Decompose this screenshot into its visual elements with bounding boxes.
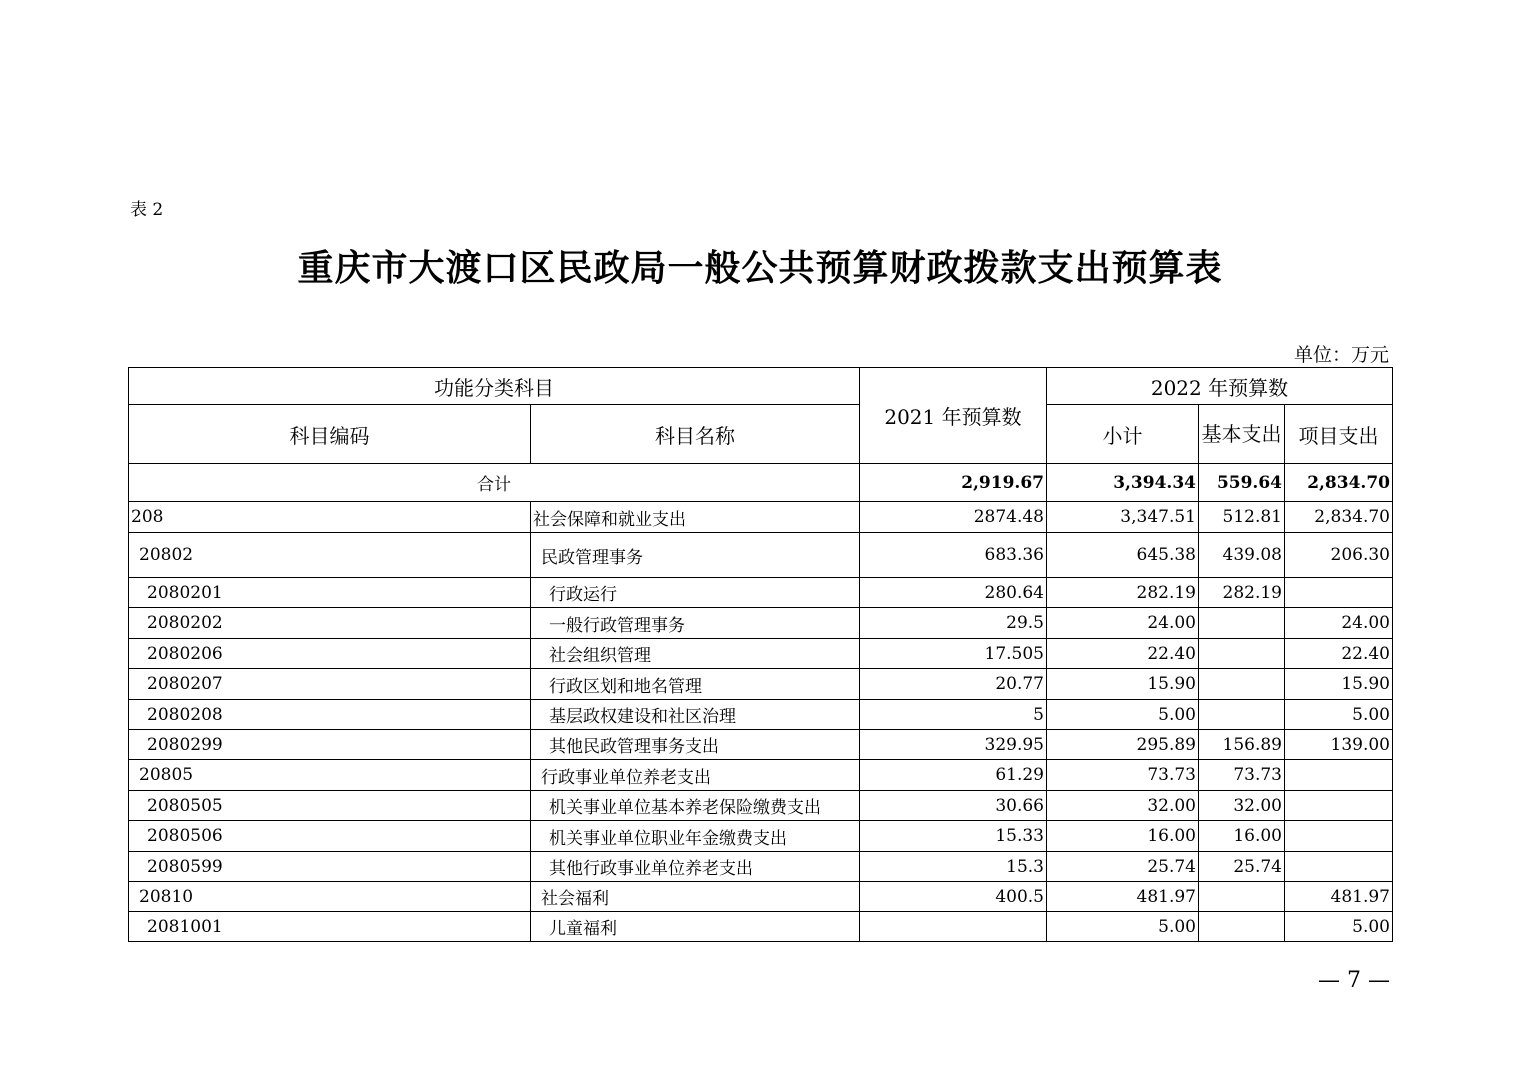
budget-2021-cell: 30.66 xyxy=(860,791,1047,821)
basic-expenditure-cell: 439.08 xyxy=(1199,533,1285,578)
subject-code-cell: 2080505 xyxy=(129,791,531,821)
subject-name-cell: 儿童福利 xyxy=(531,912,860,942)
subtotal-cell: 295.89 xyxy=(1047,730,1199,760)
subject-name-cell: 行政事业单位养老支出 xyxy=(531,760,860,791)
basic-expenditure-cell xyxy=(1199,882,1285,912)
subject-code-cell: 2080207 xyxy=(129,669,531,700)
table-row xyxy=(129,852,1393,882)
subject-code-cell: 2080201 xyxy=(129,578,531,608)
subtotal-cell: 645.38 xyxy=(1047,533,1199,578)
table-row xyxy=(129,912,1393,942)
subject-code-cell: 2080506 xyxy=(129,821,531,852)
subject-code-cell: 20802 xyxy=(129,533,531,578)
budget-2021-cell: 20.77 xyxy=(860,669,1047,700)
header-2022-budget: 2022 年预算数 xyxy=(1047,368,1393,405)
project-expenditure-cell: 139.00 xyxy=(1285,730,1393,760)
subject-code-cell: 2080206 xyxy=(129,639,531,669)
subject-code-cell: 20805 xyxy=(129,760,531,791)
header-row-1 xyxy=(129,368,1393,405)
unit-label: 单位：万元 xyxy=(1293,344,1389,366)
budget-2021-cell: 5 xyxy=(860,700,1047,730)
total-row xyxy=(129,464,1393,502)
table-label: 表 2 xyxy=(130,200,164,220)
project-expenditure-cell: 2,834.70 xyxy=(1285,502,1393,533)
budget-2021-cell: 15.3 xyxy=(860,852,1047,882)
table-row xyxy=(129,639,1393,669)
subtotal-cell: 32.00 xyxy=(1047,791,1199,821)
basic-expenditure-cell: 512.81 xyxy=(1199,502,1285,533)
project-expenditure-cell xyxy=(1285,760,1393,791)
table-row xyxy=(129,533,1393,578)
total-basic: 559.64 xyxy=(1199,464,1285,502)
subtotal-cell: 24.00 xyxy=(1047,608,1199,639)
subtotal-cell: 22.40 xyxy=(1047,639,1199,669)
budget-2021-cell xyxy=(860,912,1047,942)
total-2021: 2,919.67 xyxy=(860,464,1047,502)
subtotal-cell: 3,347.51 xyxy=(1047,502,1199,533)
subject-code-cell: 2080208 xyxy=(129,700,531,730)
project-expenditure-cell xyxy=(1285,852,1393,882)
subject-name-cell: 社会组织管理 xyxy=(531,639,860,669)
basic-expenditure-cell xyxy=(1199,700,1285,730)
project-expenditure-cell: 206.30 xyxy=(1285,533,1393,578)
subtotal-cell: 73.73 xyxy=(1047,760,1199,791)
basic-expenditure-cell xyxy=(1199,669,1285,700)
header-subject-name: 科目名称 xyxy=(531,405,860,464)
budget-2021-cell: 683.36 xyxy=(860,533,1047,578)
project-expenditure-cell: 481.97 xyxy=(1285,882,1393,912)
subject-code-cell: 2081001 xyxy=(129,912,531,942)
project-expenditure-cell xyxy=(1285,578,1393,608)
basic-expenditure-cell: 32.00 xyxy=(1199,791,1285,821)
budget-2021-cell: 15.33 xyxy=(860,821,1047,852)
subject-name-cell: 社会福利 xyxy=(531,882,860,912)
subtotal-cell: 481.97 xyxy=(1047,882,1199,912)
subject-name-cell: 机关事业单位职业年金缴费支出 xyxy=(531,821,860,852)
subject-name-cell: 行政运行 xyxy=(531,578,860,608)
subject-name-cell: 其他行政事业单位养老支出 xyxy=(531,852,860,882)
subject-code-cell: 2080299 xyxy=(129,730,531,760)
project-expenditure-cell: 15.90 xyxy=(1285,669,1393,700)
table-row xyxy=(129,669,1393,700)
table-row xyxy=(129,882,1393,912)
subtotal-cell: 25.74 xyxy=(1047,852,1199,882)
budget-2021-cell: 280.64 xyxy=(860,578,1047,608)
basic-expenditure-cell xyxy=(1199,639,1285,669)
table-row xyxy=(129,760,1393,791)
subject-code-cell: 20810 xyxy=(129,882,531,912)
project-expenditure-cell: 5.00 xyxy=(1285,700,1393,730)
basic-expenditure-cell: 73.73 xyxy=(1199,760,1285,791)
budget-table xyxy=(128,367,1393,942)
subject-code-cell: 2080202 xyxy=(129,608,531,639)
table-row xyxy=(129,791,1393,821)
page-title: 重庆市大渡口区民政局一般公共预算财政拨款支出预算表 xyxy=(297,248,1223,289)
subject-name-cell: 社会保障和就业支出 xyxy=(531,502,860,533)
header-row-2 xyxy=(129,405,1393,464)
total-project: 2,834.70 xyxy=(1285,464,1393,502)
page-number: — 7 — xyxy=(1318,968,1390,993)
basic-expenditure-cell xyxy=(1199,608,1285,639)
budget-2021-cell: 61.29 xyxy=(860,760,1047,791)
table-row xyxy=(129,700,1393,730)
subject-name-cell: 其他民政管理事务支出 xyxy=(531,730,860,760)
header-functional-classification: 功能分类科目 xyxy=(129,368,860,405)
subtotal-cell: 5.00 xyxy=(1047,700,1199,730)
subject-name-cell: 民政管理事务 xyxy=(531,533,860,578)
basic-expenditure-cell: 16.00 xyxy=(1199,821,1285,852)
project-expenditure-cell: 24.00 xyxy=(1285,608,1393,639)
budget-2021-cell: 17.505 xyxy=(860,639,1047,669)
subject-name-cell: 行政区划和地名管理 xyxy=(531,669,860,700)
subject-name-cell: 一般行政管理事务 xyxy=(531,608,860,639)
project-expenditure-cell xyxy=(1285,791,1393,821)
total-label: 合计 xyxy=(129,464,860,502)
basic-expenditure-cell: 156.89 xyxy=(1199,730,1285,760)
table-row xyxy=(129,608,1393,639)
header-subject-code: 科目编码 xyxy=(129,405,531,464)
table-row xyxy=(129,502,1393,533)
basic-expenditure-cell xyxy=(1199,912,1285,942)
header-subtotal: 小计 xyxy=(1047,405,1199,464)
subtotal-cell: 282.19 xyxy=(1047,578,1199,608)
basic-expenditure-cell: 25.74 xyxy=(1199,852,1285,882)
budget-2021-cell: 29.5 xyxy=(860,608,1047,639)
subject-code-cell: 2080599 xyxy=(129,852,531,882)
table-row xyxy=(129,578,1393,608)
subtotal-cell: 15.90 xyxy=(1047,669,1199,700)
basic-expenditure-cell: 282.19 xyxy=(1199,578,1285,608)
subtotal-cell: 5.00 xyxy=(1047,912,1199,942)
budget-2021-cell: 2874.48 xyxy=(860,502,1047,533)
subtotal-cell: 16.00 xyxy=(1047,821,1199,852)
subject-name-cell: 基层政权建设和社区治理 xyxy=(531,700,860,730)
budget-2021-cell: 329.95 xyxy=(860,730,1047,760)
project-expenditure-cell: 5.00 xyxy=(1285,912,1393,942)
project-expenditure-cell xyxy=(1285,821,1393,852)
table-row xyxy=(129,821,1393,852)
subject-code-cell: 208 xyxy=(129,502,531,533)
table-row xyxy=(129,730,1393,760)
header-2021-budget: 2021 年预算数 xyxy=(860,368,1047,464)
total-subtotal: 3,394.34 xyxy=(1047,464,1199,502)
header-project-expenditure: 项目支出 xyxy=(1285,405,1393,464)
header-basic-expenditure: 基本支出 xyxy=(1199,405,1285,464)
budget-2021-cell: 400.5 xyxy=(860,882,1047,912)
subject-name-cell: 机关事业单位基本养老保险缴费支出 xyxy=(531,791,860,821)
project-expenditure-cell: 22.40 xyxy=(1285,639,1393,669)
